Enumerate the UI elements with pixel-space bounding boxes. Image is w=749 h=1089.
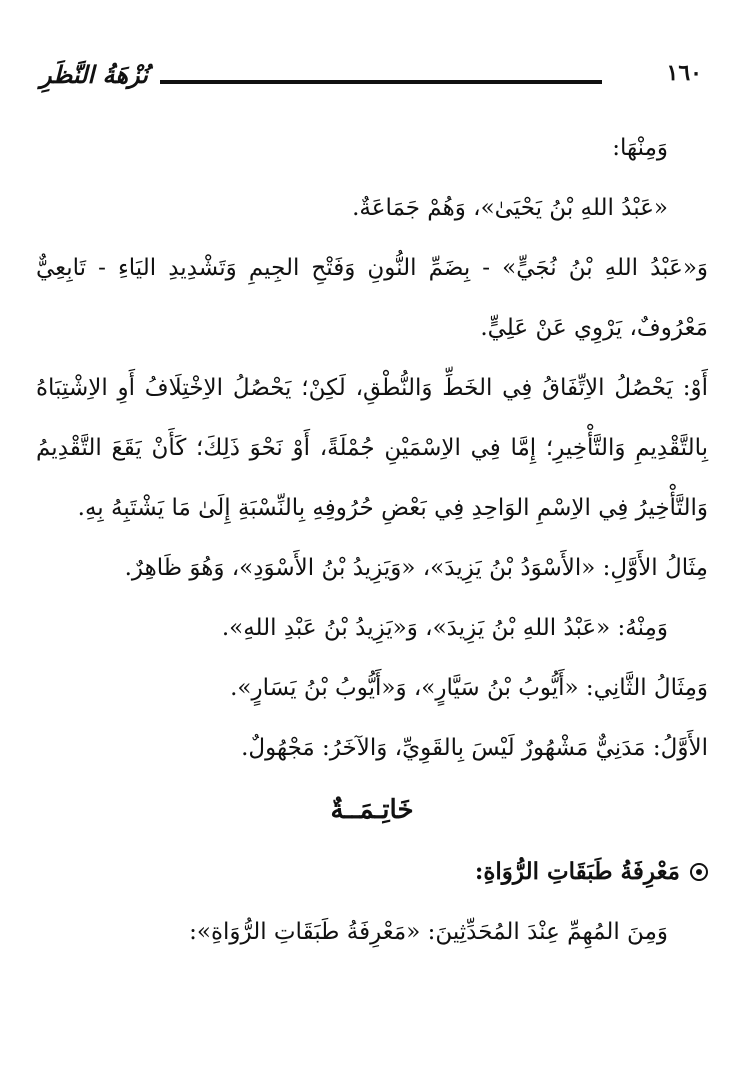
paragraph-1: وَمِنْهَا: xyxy=(612,135,668,161)
paragraph-8: الأَوَّلُ: مَدَنِيٌّ مَشْهُورٌ لَيْسَ بِالقَوِيِّ، وَالآخَرُ: مَجْهُولٌ. xyxy=(241,735,708,761)
paragraph-3: وَ«عَبْدُ اللهِ بْنُ نُجَيٍّ» - بِضَمِّ النُّونِ وَفَتْحِ الجِيمِ وَتَشْدِيدِ اليَاءِ - تَابِعِيٌّ مَعْرُوفٌ، يَرْوِي عَنْ عَلِيٍّ. xyxy=(36,255,708,341)
last-paragraph: وَمِنَ المُهِمِّ عِنْدَ المُحَدِّثِينَ: «مَعْرِفَةُ طَبَقَاتِ الرُّوَاةِ»: xyxy=(189,919,668,945)
body-text xyxy=(36,118,708,962)
book-title: نُزْهَةُ النَّظَرِ xyxy=(40,60,148,89)
page-number: ١٦٠ xyxy=(666,60,702,86)
paragraph-4: أَوْ: يَحْصُلُ الاِتِّفَاقُ فِي الخَطِّ وَالنُّطْقِ، لَكِنْ؛ يَحْصُلُ الاِخْتِلَافُ أَوِ الاِشْتِبَاهُ بِالتَّقْدِيمِ وَالتَّأْخِيرِ؛ إِمَّا فِي الاِسْمَيْنِ جُمْلَةً، أَوْ نَحْوَ ذَلِكَ؛ كَأَنْ يَقَعَ التَّقْدِيمُ وَالتَّأْخِيرُ فِي الاِسْمِ الوَاحِدِ فِي بَعْضِ حُرُوفِهِ بِالنِّسْبَةِ إِلَىٰ مَا يَشْتَبِهُ بِهِ. xyxy=(36,375,708,521)
subheading xyxy=(36,842,708,902)
paragraph-2: «عَبْدُ اللهِ بْنُ يَحْيَىٰ»، وَهُمْ جَمَاعَةٌ. xyxy=(352,195,668,221)
subheading-text: مَعْرِفَةُ طَبَقَاتِ الرُّوَاةِ: xyxy=(474,858,680,885)
page-header xyxy=(40,60,702,100)
paragraph-5: مِثَالُ الأَوَّلِ: «الأَسْوَدُ بْنُ يَزِيدَ»، «وَيَزِيدُ بْنُ الأَسْوَدِ»، وَهُوَ ظَاهِرٌ. xyxy=(124,555,708,581)
paragraph-7: وَمِثَالُ الثَّانِي: «أَيُّوبُ بْنُ سَيَّارٍ»، وَ«أَيُّوبُ بْنُ يَسَارٍ». xyxy=(230,675,708,701)
section-heading: خَاتِـمَــةٌ xyxy=(330,795,414,825)
header-rule xyxy=(160,80,602,84)
gear-icon xyxy=(690,863,708,881)
paragraph-6: وَمِنْهُ: «عَبْدُ اللهِ بْنُ يَزِيدَ»، وَ«يَزِيدُ بْنُ عَبْدِ اللهِ». xyxy=(221,615,668,641)
